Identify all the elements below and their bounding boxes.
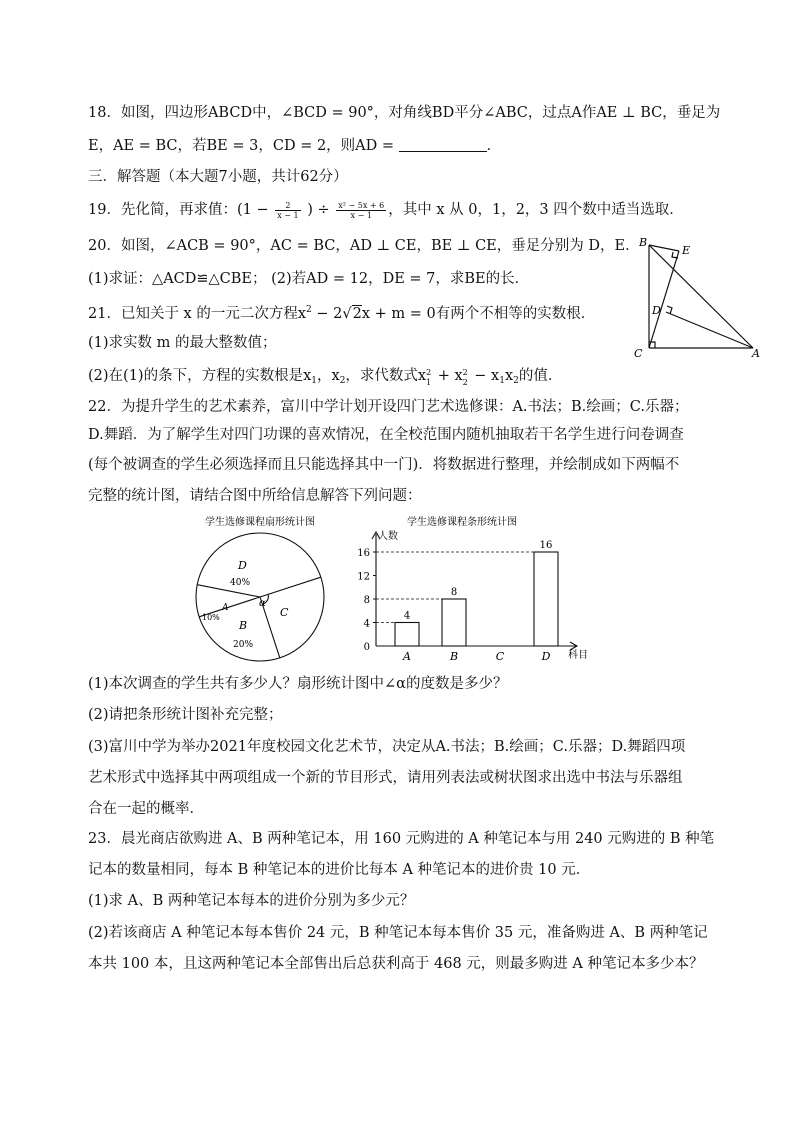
q22-sub3-line2: 艺术形式中选择其中两项组成一个新的节目形式，请用列表法或树状图求出选中书法与乐器组 (88, 770, 683, 786)
q22-sub2: (2)请把条形统计图补充完整； (88, 707, 283, 723)
bar-value-A: 4 (403, 610, 411, 622)
q22-line3: (每个被调查的学生必须选择而且只能选择其中一门)．将数据进行整理，并绘制成如下两幅不 (88, 457, 680, 473)
q22-sub3-line3: 合在一起的概率． (88, 801, 204, 817)
q21-sup: 2 (306, 305, 312, 315)
q22-sub3-line1: (3)富川中学为举办2021年度校园文化艺术节，决定从A.书法；B.绘画；C.乐器；D.舞蹈四项 (88, 739, 686, 755)
pie-label-A: A (222, 603, 229, 613)
q22-line1: 22．为提升学生的艺术素养，富川中学计划开设四门艺术选修课：A.书法；B.绘画；C.乐器； (88, 399, 689, 415)
sqrt-sign: √ (342, 306, 352, 322)
q22-line2: D.舞蹈．为了解学生对四门功课的喜欢情况，在全校范围内随机抽取若干名学生进行问卷调查 (88, 427, 684, 443)
q19-line (88, 200, 684, 220)
section-heading: 三．解答题（本大题7小题，共计62分） (88, 169, 348, 185)
y-tick-16: 16 (357, 548, 370, 559)
q23-line3: (1)求 A、B 两种笔记本每本的进价分别为多少元？ (88, 893, 415, 909)
pie-pct-B: 20% (233, 640, 254, 650)
q19-f2-den: x − 1 (350, 210, 372, 220)
q21-l3a: (2)在(1)的条下，方程的实数根是x (88, 368, 312, 384)
x-tick-B: B (449, 650, 459, 662)
y-tick-4: 4 (363, 618, 370, 630)
q21-line1 (88, 300, 595, 324)
answer-blank (399, 137, 487, 152)
q19-fraction-1 (275, 201, 300, 220)
pie-pct-D: 40% (230, 578, 251, 588)
label-B: B (639, 236, 648, 249)
pie-chart (180, 512, 340, 662)
y-axis-label: 人数 (378, 531, 398, 542)
pie-label-C: C (280, 606, 289, 619)
q23-line4: (2)若该商店 A 种笔记本每本售价 24 元，B 种笔记本每本售价 35 元，准备购进 A、B 两种笔记 (88, 925, 708, 941)
q18-line2 (88, 136, 501, 156)
q22-line4: 完整的统计图，请结合图中所给信息解答下列问题： (88, 488, 422, 504)
bar-value-B: 8 (450, 587, 458, 598)
q18-line2-text: E，AE = BC，若BE = 3，CD = 2，则AD = (88, 138, 395, 154)
q23-line1: 23．晨光商店欲购进 A、B 两种笔记本，用 160 元购进的 A 种笔记本与用 240 元购进的 B 种笔 (88, 831, 715, 847)
q21-line3: (2)在(1)的条下，方程的实数根是$x_1$，$x_2$，求代数式x 2 1 + x 2 2 − $x_1x_2$的值． (88, 368, 563, 387)
pie-label-D: D (238, 559, 247, 572)
q19-f1-num: 2 (275, 201, 300, 211)
pie-divider-D-C (260, 577, 321, 597)
q19-f1-den: x − 1 (277, 210, 299, 220)
pie-title: 学生选修课程扇形统计图 (205, 517, 315, 528)
q19-fraction-2 (336, 201, 386, 220)
q21-x1sq: 2 1 (426, 368, 432, 387)
y-tick-12: 12 (357, 571, 370, 583)
label-C: C (634, 347, 643, 360)
bar-chart (340, 512, 610, 662)
q23-line5: 本共 100 本，且这两种笔记本全部售出后总获利高于 468 元，则最多购进 A 种笔记本多少本？ (88, 956, 704, 972)
q20-line2: (1)求证：△ACD≌△CBE； (2)若AD = 12，DE = 7，求BE的长． (88, 271, 530, 287)
triangle-figure (630, 232, 770, 362)
y-tick-0: 0 (363, 642, 370, 653)
q21-sub1: 1 (311, 376, 317, 386)
q21-l1a: 21．已知关于 x 的一元二次方程x (88, 306, 307, 322)
bar-chart-title: 学生选修课程条形统计图 (407, 517, 517, 528)
edge-AD (666, 312, 753, 348)
x-axis-label: 科目 (568, 650, 588, 661)
q19-suffix: ，其中 x 从 0，1，2，3 四个数中适当选取． (388, 202, 684, 218)
y-tick-8: 8 (363, 595, 370, 606)
q21-sub2: 2 (339, 376, 346, 386)
x-tick-C: C (495, 650, 505, 662)
q21-l1b: − 2 (316, 306, 343, 322)
q18-line2-end: ． (486, 138, 502, 154)
pie-divider-A-top (197, 585, 260, 597)
q21-sqrt-val: 2 (352, 306, 362, 322)
pie-alpha-label: α (259, 598, 266, 609)
q20-line1: 20．如图，∠ACB = 90°，AC = BC，AD ⊥ CE，BE ⊥ CE，垂足分别为 D，E． (88, 238, 640, 254)
bar-A (395, 623, 419, 647)
label-E: E (682, 244, 691, 257)
q21-x2sq: 2 2 (462, 368, 468, 387)
q19-f2-num: x² − 5x + 6 (338, 200, 385, 210)
q21-l3b: ，x (317, 368, 340, 384)
q18-line1: 18．如图，四边形ABCD中，∠BCD = 90°，对角线BD平分∠ABC，过点A作AE ⊥ BC，垂足为 (88, 105, 721, 121)
q23-line2: 记本的数量相同，每本 B 种笔记本的进价比每本 A 种笔记本的进价贵 10 元． (88, 862, 591, 878)
q21-l3g: 的值． (518, 368, 563, 384)
q21-l3f: x (504, 368, 514, 384)
bar-B (442, 599, 466, 646)
q19-prefix: 19．先化简，再求值： (88, 202, 237, 218)
q21-l3d: + x (437, 368, 463, 384)
edge-CE (649, 251, 679, 348)
x-tick-D: D (541, 650, 551, 662)
q22-sub1: (1)本次调查的学生共有多少人？扇形统计图中∠α的度数是多少？ (88, 676, 508, 692)
label-A: A (752, 347, 760, 360)
q21-line2: (1)求实数 m 的最大整数值； (88, 335, 277, 351)
q21-l1c: x + m = 0有两个不相等的实数根． (361, 306, 596, 322)
bar-D (534, 552, 558, 646)
bar-value-D: 16 (539, 540, 553, 551)
x-tick-A: A (403, 650, 411, 662)
q19-close-div: ) ÷ (307, 202, 330, 218)
pie-pct-A: 10% (202, 613, 220, 622)
q19-one-minus: (1 − (236, 202, 269, 218)
q21-l3c: ，求代数式x (345, 368, 427, 384)
pie-label-B: B (239, 619, 248, 632)
label-D: D (652, 304, 661, 317)
q21-l3e: − x (474, 368, 500, 384)
